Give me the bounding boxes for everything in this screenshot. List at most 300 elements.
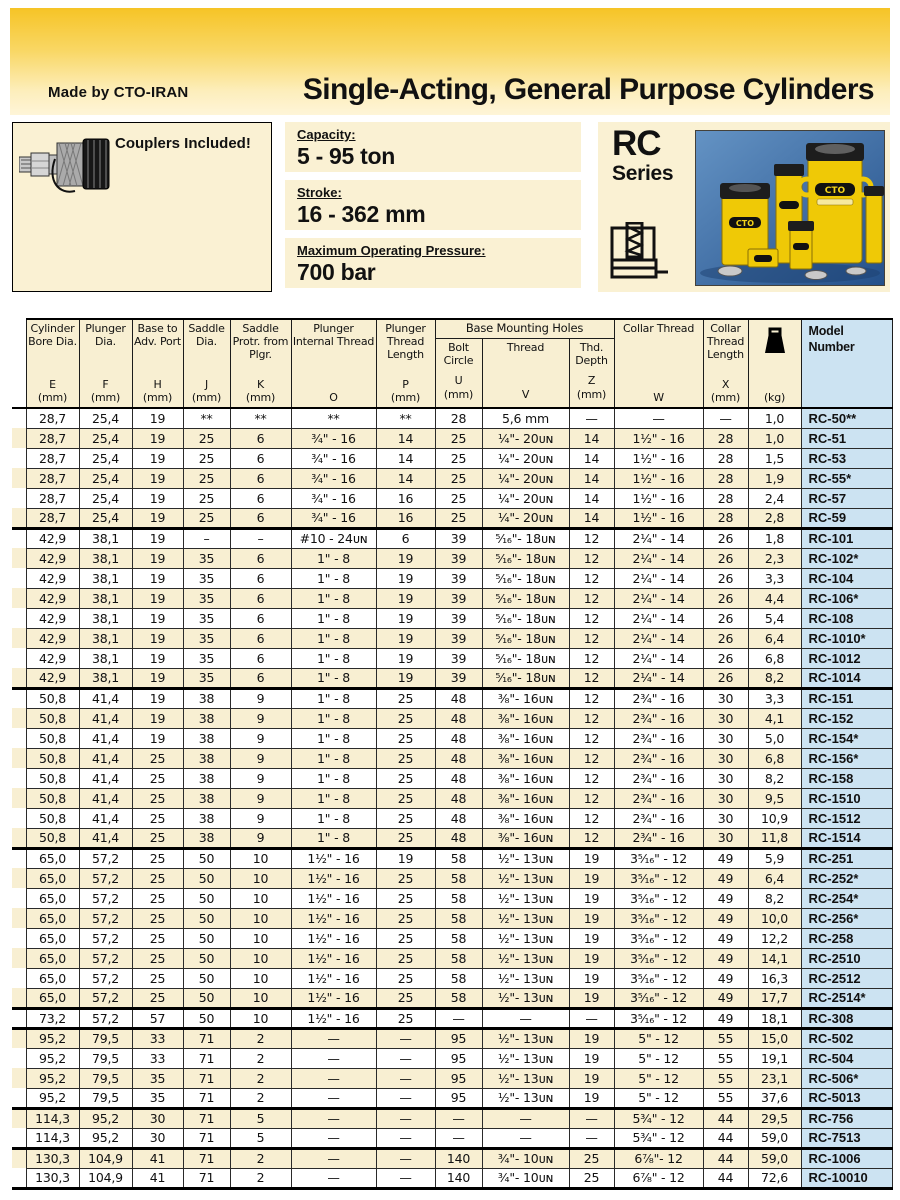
cell-z: 12 <box>569 748 614 768</box>
cell-z: 14 <box>569 468 614 488</box>
cell-kg: 10,9 <box>748 808 801 828</box>
cell-v: ¹⁄₂"- 13ᴜɴ <box>482 1048 569 1068</box>
cell-p: — <box>376 1028 435 1048</box>
cell-u: 58 <box>435 968 482 988</box>
cell-x: 30 <box>703 708 748 728</box>
cell-e: 50,8 <box>26 808 79 828</box>
cell-j: 38 <box>183 708 230 728</box>
cell-h: 25 <box>132 788 183 808</box>
cell-h: 19 <box>132 628 183 648</box>
cell-k: 10 <box>230 968 291 988</box>
cell-j: 71 <box>183 1048 230 1068</box>
cell-j: 71 <box>183 1108 230 1128</box>
cell-e: 50,8 <box>26 768 79 788</box>
cell-u: 140 <box>435 1168 482 1188</box>
model-number: RC-2512 <box>801 968 892 988</box>
col-header-u: Bolt Circle U (mm) <box>435 338 482 408</box>
cell-k: 9 <box>230 768 291 788</box>
cell-x: 28 <box>703 468 748 488</box>
cell-f: 38,1 <box>79 588 132 608</box>
cell-o: ³⁄₄" - 16 <box>291 508 376 528</box>
cell-k: 9 <box>230 708 291 728</box>
cell-v: ¹⁄₂"- 13ᴜɴ <box>482 988 569 1008</box>
cell-z: 12 <box>569 528 614 548</box>
coupler-icon <box>19 131 115 197</box>
row-gutter <box>12 808 26 828</box>
cell-j: 71 <box>183 1148 230 1168</box>
cell-w: 5" - 12 <box>614 1068 703 1088</box>
row-gutter <box>12 468 26 488</box>
cell-z: — <box>569 1108 614 1128</box>
cell-z: 19 <box>569 988 614 1008</box>
cell-kg: 18,1 <box>748 1008 801 1028</box>
spec-summary <box>285 122 581 294</box>
cell-k: 2 <box>230 1168 291 1188</box>
model-number: RC-108 <box>801 608 892 628</box>
cell-u: 95 <box>435 1048 482 1068</box>
cell-x: 30 <box>703 788 748 808</box>
cell-o: 1¹⁄₂" - 16 <box>291 908 376 928</box>
cell-x: 49 <box>703 968 748 988</box>
cell-v: — <box>482 1008 569 1028</box>
cell-v: 5,6 mm <box>482 408 569 428</box>
cell-p: 14 <box>376 428 435 448</box>
product-photo <box>695 130 885 286</box>
cell-e: 65,0 <box>26 968 79 988</box>
row-gutter <box>12 1128 26 1148</box>
cell-x: 30 <box>703 688 748 708</box>
cell-u: 48 <box>435 688 482 708</box>
cell-z: 12 <box>569 808 614 828</box>
cell-u: 25 <box>435 428 482 448</box>
cell-h: 19 <box>132 408 183 428</box>
cell-k: 2 <box>230 1028 291 1048</box>
spec-row <box>12 988 892 1008</box>
cell-kg: 5,9 <box>748 848 801 868</box>
stroke-label: Stroke: <box>297 185 342 200</box>
cell-w: 2³⁄₄" - 16 <box>614 828 703 848</box>
model-number: RC-55* <box>801 468 892 488</box>
cell-f: 25,4 <box>79 468 132 488</box>
spec-row <box>12 928 892 948</box>
cell-j: 71 <box>183 1168 230 1188</box>
cell-o: ³⁄₄" - 16 <box>291 468 376 488</box>
cell-u: 58 <box>435 948 482 968</box>
cell-e: 42,9 <box>26 588 79 608</box>
page-title: Single-Acting, General Purpose Cylinders <box>302 73 874 106</box>
cell-w: 2³⁄₄" - 16 <box>614 788 703 808</box>
cell-z: 12 <box>569 568 614 588</box>
cell-k: 6 <box>230 668 291 688</box>
cell-kg: 19,1 <box>748 1048 801 1068</box>
cell-u: 48 <box>435 768 482 788</box>
cell-e: 42,9 <box>26 668 79 688</box>
cell-v: ⁵⁄₁₆"- 18ᴜɴ <box>482 588 569 608</box>
cell-p: 14 <box>376 448 435 468</box>
cell-h: 19 <box>132 648 183 668</box>
cell-w: 3⁵⁄₁₆" - 12 <box>614 988 703 1008</box>
cell-x: 44 <box>703 1148 748 1168</box>
spec-row <box>12 1108 892 1128</box>
capacity-box <box>285 122 581 172</box>
cell-z: 12 <box>569 588 614 608</box>
cell-w: 2³⁄₄" - 16 <box>614 728 703 748</box>
header-gutter <box>12 319 26 408</box>
col-header-w: Collar Thread W <box>614 319 703 408</box>
cell-f: 38,1 <box>79 608 132 628</box>
cell-h: 30 <box>132 1108 183 1128</box>
spec-row <box>12 848 892 868</box>
cell-kg: 29,5 <box>748 1108 801 1128</box>
row-gutter <box>12 748 26 768</box>
cell-u: 39 <box>435 668 482 688</box>
cell-v: ³⁄₄"- 10ᴜɴ <box>482 1148 569 1168</box>
cell-u: 58 <box>435 848 482 868</box>
cell-j: 50 <box>183 888 230 908</box>
model-number: RC-51 <box>801 428 892 448</box>
spec-row <box>12 468 892 488</box>
capacity-label: Capacity: <box>297 127 356 142</box>
cell-e: 114,3 <box>26 1108 79 1128</box>
cell-x: 49 <box>703 928 748 948</box>
cell-f: 95,2 <box>79 1128 132 1148</box>
cell-f: 41,4 <box>79 768 132 788</box>
cell-z: 12 <box>569 648 614 668</box>
cell-e: 50,8 <box>26 728 79 748</box>
cell-kg: 2,3 <box>748 548 801 568</box>
svg-text:CTO: CTO <box>735 219 755 228</box>
cell-w: 2³⁄₄" - 16 <box>614 808 703 828</box>
cell-o: #10 - 24ᴜɴ <box>291 528 376 548</box>
cell-j: 38 <box>183 748 230 768</box>
col-header-model: Model Number <box>801 319 892 408</box>
cell-k: 10 <box>230 948 291 968</box>
cell-x: 30 <box>703 728 748 748</box>
cell-f: 38,1 <box>79 648 132 668</box>
cell-kg: 6,8 <box>748 648 801 668</box>
cell-j: 35 <box>183 588 230 608</box>
cell-x: 44 <box>703 1108 748 1128</box>
cell-f: 41,4 <box>79 748 132 768</box>
spec-row <box>12 828 892 848</box>
model-number: RC-504 <box>801 1048 892 1068</box>
model-number: RC-101 <box>801 528 892 548</box>
cell-f: 79,5 <box>79 1048 132 1068</box>
model-number: RC-5013 <box>801 1088 892 1108</box>
model-number: RC-308 <box>801 1008 892 1028</box>
cell-k: 5 <box>230 1128 291 1148</box>
cell-u: 48 <box>435 788 482 808</box>
cell-e: 42,9 <box>26 628 79 648</box>
cell-v: ¹⁄₂"- 13ᴜɴ <box>482 908 569 928</box>
cell-h: 25 <box>132 888 183 908</box>
cell-u: 25 <box>435 448 482 468</box>
row-gutter <box>12 448 26 468</box>
cell-k: 6 <box>230 588 291 608</box>
cell-z: — <box>569 1008 614 1028</box>
cell-w: — <box>614 408 703 428</box>
model-number: RC-59 <box>801 508 892 528</box>
model-number: RC-1014 <box>801 668 892 688</box>
cell-k: 10 <box>230 1008 291 1028</box>
cell-x: 26 <box>703 648 748 668</box>
cell-p: 25 <box>376 928 435 948</box>
cell-e: 50,8 <box>26 788 79 808</box>
row-gutter <box>12 988 26 1008</box>
col-header-p: Plunger Thread Length P (mm) <box>376 319 435 408</box>
cell-o: ** <box>291 408 376 428</box>
row-gutter <box>12 928 26 948</box>
couplers-note: Couplers Included! <box>115 135 251 152</box>
cell-k: 6 <box>230 488 291 508</box>
spec-table-wrap <box>12 318 894 1190</box>
cell-j: 38 <box>183 808 230 828</box>
cell-k: 9 <box>230 728 291 748</box>
cell-p: 25 <box>376 808 435 828</box>
cell-o: 1¹⁄₂" - 16 <box>291 948 376 968</box>
cell-j: 25 <box>183 448 230 468</box>
col-header-k: Saddle Protr. from Plgr. K (mm) <box>230 319 291 408</box>
cell-kg: 8,2 <box>748 888 801 908</box>
cell-z: 14 <box>569 448 614 468</box>
spec-row <box>12 1048 892 1068</box>
cell-p: 19 <box>376 648 435 668</box>
cell-f: 38,1 <box>79 528 132 548</box>
row-gutter <box>12 1088 26 1108</box>
cell-x: 26 <box>703 668 748 688</box>
cell-h: 25 <box>132 948 183 968</box>
cell-k: 6 <box>230 628 291 648</box>
spec-row <box>12 888 892 908</box>
cell-k: 10 <box>230 988 291 1008</box>
cell-e: 42,9 <box>26 568 79 588</box>
cell-z: 25 <box>569 1168 614 1188</box>
cell-z: 14 <box>569 428 614 448</box>
cell-o: — <box>291 1148 376 1168</box>
cell-o: ³⁄₄" - 16 <box>291 488 376 508</box>
cell-j: – <box>183 528 230 548</box>
model-number: RC-50** <box>801 408 892 428</box>
cell-e: 130,3 <box>26 1168 79 1188</box>
cell-x: 26 <box>703 588 748 608</box>
row-gutter <box>12 1048 26 1068</box>
cell-kg: 9,5 <box>748 788 801 808</box>
cell-f: 41,4 <box>79 728 132 748</box>
cell-v: — <box>482 1128 569 1148</box>
cell-f: 25,4 <box>79 448 132 468</box>
row-gutter <box>12 908 26 928</box>
cell-e: 42,9 <box>26 528 79 548</box>
cell-w: 3⁵⁄₁₆" - 12 <box>614 888 703 908</box>
cell-o: ³⁄₄" - 16 <box>291 448 376 468</box>
cell-f: 57,2 <box>79 868 132 888</box>
cell-f: 57,2 <box>79 908 132 928</box>
cell-w: 2¹⁄₄" - 14 <box>614 668 703 688</box>
cell-j: 38 <box>183 728 230 748</box>
series-sub: Series <box>612 162 674 185</box>
cell-h: 25 <box>132 928 183 948</box>
model-number: RC-53 <box>801 448 892 468</box>
cell-u: 25 <box>435 508 482 528</box>
cell-h: 57 <box>132 1008 183 1028</box>
cell-z: 12 <box>569 788 614 808</box>
col-header-e: Cylinder Bore Dia. E (mm) <box>26 319 79 408</box>
cell-u: — <box>435 1008 482 1028</box>
cell-kg: 6,4 <box>748 868 801 888</box>
weight-icon <box>758 325 792 355</box>
stroke-box <box>285 180 581 230</box>
cell-p: — <box>376 1108 435 1128</box>
cell-h: 19 <box>132 668 183 688</box>
cell-j: 35 <box>183 608 230 628</box>
cell-f: 25,4 <box>79 488 132 508</box>
spec-row <box>12 708 892 728</box>
cell-e: 95,2 <box>26 1048 79 1068</box>
cell-p: 25 <box>376 1008 435 1028</box>
cell-x: 49 <box>703 848 748 868</box>
cell-j: 38 <box>183 768 230 788</box>
row-gutter <box>12 1028 26 1048</box>
cell-o: 1" - 8 <box>291 688 376 708</box>
cell-e: 42,9 <box>26 548 79 568</box>
cell-e: 50,8 <box>26 828 79 848</box>
cell-f: 79,5 <box>79 1028 132 1048</box>
cell-o: 1¹⁄₂" - 16 <box>291 1008 376 1028</box>
cell-v: ¹⁄₄"- 20ᴜɴ <box>482 468 569 488</box>
cell-w: 2¹⁄₄" - 14 <box>614 628 703 648</box>
cell-w: 3⁵⁄₁₆" - 12 <box>614 928 703 948</box>
model-number: RC-2510 <box>801 948 892 968</box>
cell-h: 19 <box>132 548 183 568</box>
cell-h: 19 <box>132 488 183 508</box>
cell-v: ³⁄₄"- 10ᴜɴ <box>482 1168 569 1188</box>
cell-p: 25 <box>376 908 435 928</box>
cell-z: 14 <box>569 488 614 508</box>
cell-h: 35 <box>132 1088 183 1108</box>
cell-x: 49 <box>703 1008 748 1028</box>
cell-h: 25 <box>132 828 183 848</box>
cell-k: 6 <box>230 648 291 668</box>
cell-u: 48 <box>435 708 482 728</box>
cell-x: 28 <box>703 508 748 528</box>
cell-f: 25,4 <box>79 508 132 528</box>
cell-kg: 4,4 <box>748 588 801 608</box>
cell-k: 6 <box>230 548 291 568</box>
cell-z: 12 <box>569 728 614 748</box>
cell-v: ¹⁄₂"- 13ᴜɴ <box>482 928 569 948</box>
cell-u: 25 <box>435 468 482 488</box>
cell-e: 65,0 <box>26 988 79 1008</box>
cell-h: 25 <box>132 988 183 1008</box>
cell-j: 71 <box>183 1068 230 1088</box>
cell-j: 50 <box>183 928 230 948</box>
cell-o: 1¹⁄₂" - 16 <box>291 968 376 988</box>
cell-v: ⁵⁄₁₆"- 18ᴜɴ <box>482 608 569 628</box>
model-number: RC-252* <box>801 868 892 888</box>
row-gutter <box>12 688 26 708</box>
cell-p: 6 <box>376 528 435 548</box>
row-gutter <box>12 568 26 588</box>
spec-row <box>12 768 892 788</box>
cell-h: 19 <box>132 468 183 488</box>
cell-o: 1" - 8 <box>291 628 376 648</box>
spec-row <box>12 1008 892 1028</box>
row-gutter <box>12 1068 26 1088</box>
model-number: RC-156* <box>801 748 892 768</box>
spec-row <box>12 408 892 428</box>
model-number: RC-251 <box>801 848 892 868</box>
cell-x: 30 <box>703 808 748 828</box>
cell-u: — <box>435 1128 482 1148</box>
cell-o: 1" - 8 <box>291 748 376 768</box>
pressure-label: Maximum Operating Pressure: <box>297 243 486 258</box>
cell-z: 25 <box>569 1148 614 1168</box>
model-number: RC-254* <box>801 888 892 908</box>
cell-o: 1" - 8 <box>291 668 376 688</box>
cell-u: 39 <box>435 568 482 588</box>
model-number: RC-7513 <box>801 1128 892 1148</box>
cell-kg: 37,6 <box>748 1088 801 1108</box>
cell-p: 16 <box>376 488 435 508</box>
cell-p: 19 <box>376 588 435 608</box>
cell-v: — <box>482 1108 569 1128</box>
cell-p: 25 <box>376 688 435 708</box>
cell-z: 12 <box>569 688 614 708</box>
cell-k: 9 <box>230 828 291 848</box>
cell-u: 58 <box>435 888 482 908</box>
model-number: RC-1514 <box>801 828 892 848</box>
cell-j: 38 <box>183 828 230 848</box>
cell-v: ¹⁄₂"- 13ᴜɴ <box>482 848 569 868</box>
cell-w: 1¹⁄₂" - 16 <box>614 468 703 488</box>
cell-x: 55 <box>703 1048 748 1068</box>
row-gutter <box>12 1168 26 1188</box>
cell-p: 25 <box>376 708 435 728</box>
cell-kg: 16,3 <box>748 968 801 988</box>
cell-p: — <box>376 1148 435 1168</box>
model-number: RC-502 <box>801 1028 892 1048</box>
cell-u: 95 <box>435 1028 482 1048</box>
cell-p: 19 <box>376 848 435 868</box>
cell-kg: 11,8 <box>748 828 801 848</box>
cell-k: 2 <box>230 1148 291 1168</box>
cell-z: 12 <box>569 828 614 848</box>
spec-table <box>12 318 893 1190</box>
cell-f: 38,1 <box>79 548 132 568</box>
spec-row <box>12 1128 892 1148</box>
cell-h: 19 <box>132 688 183 708</box>
cell-w: 6⁷⁄₈"- 12 <box>614 1148 703 1168</box>
spec-row <box>12 648 892 668</box>
cell-x: 26 <box>703 568 748 588</box>
info-band <box>0 122 900 294</box>
cell-p: 25 <box>376 968 435 988</box>
cell-j: 71 <box>183 1028 230 1048</box>
cell-z: 19 <box>569 888 614 908</box>
cell-e: 65,0 <box>26 928 79 948</box>
spec-row <box>12 548 892 568</box>
cell-f: 57,2 <box>79 988 132 1008</box>
cell-e: 65,0 <box>26 848 79 868</box>
cell-f: 57,2 <box>79 888 132 908</box>
cell-o: 1" - 8 <box>291 828 376 848</box>
spec-row <box>12 1168 892 1188</box>
row-gutter <box>12 608 26 628</box>
cell-x: 55 <box>703 1088 748 1108</box>
made-by-text: Made by CTO-IRAN <box>48 84 189 101</box>
cell-k: 2 <box>230 1088 291 1108</box>
cell-k: 6 <box>230 568 291 588</box>
